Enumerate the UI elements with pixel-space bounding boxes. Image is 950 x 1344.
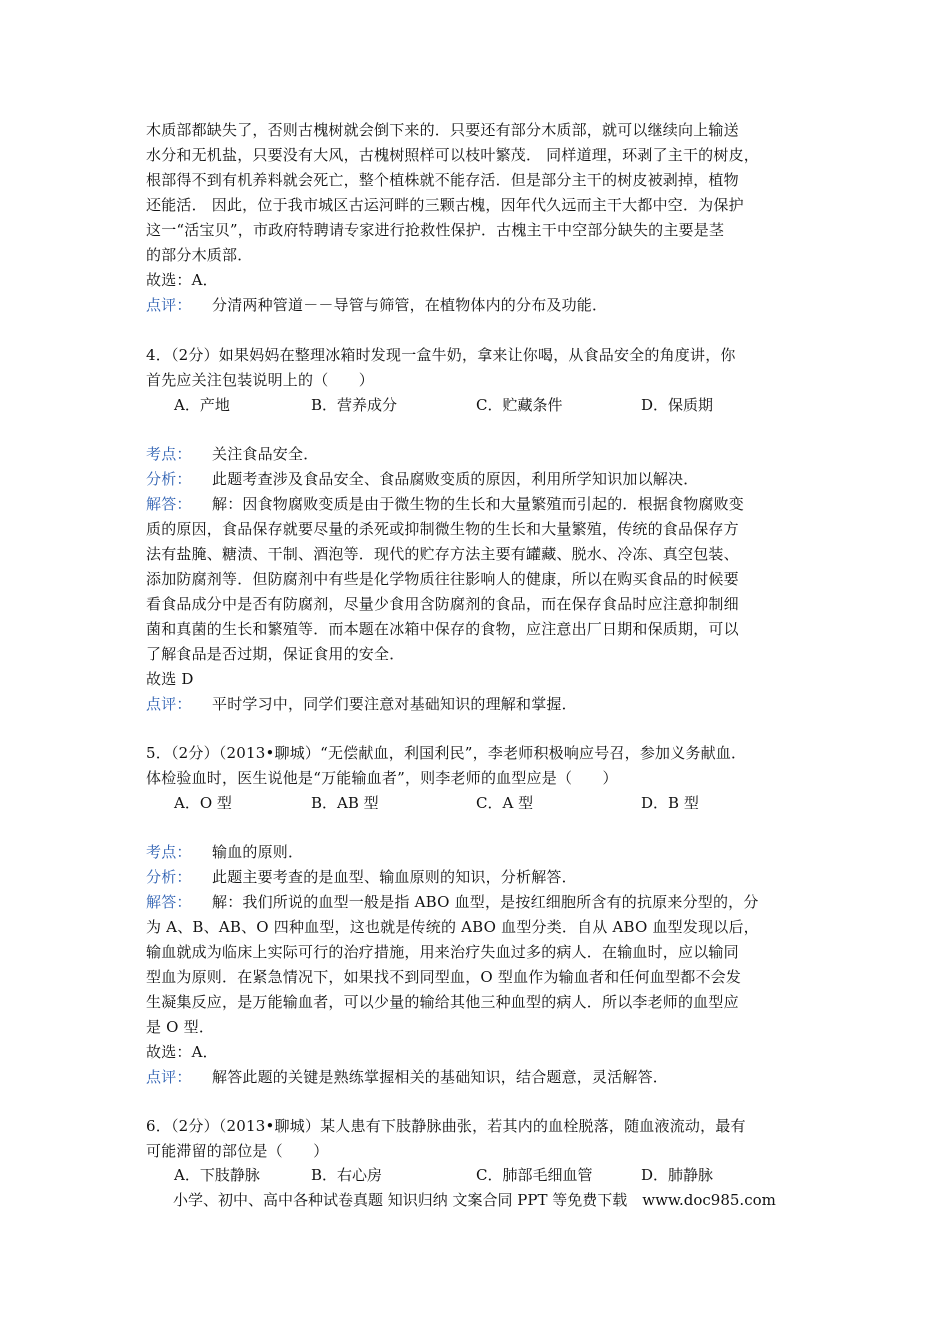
q5-jieda-line: 是 O 型． (146, 1018, 215, 1036)
fenxi-text: 此题考查涉及食品安全、食品腐败变质的原因，利用所学知识加以解决． (212, 470, 699, 488)
intro-line: 还能活． 因此，位于我市城区古运河畔的三颗古槐，因年代久远而主干大都中空．为保护 (146, 196, 744, 214)
intro-comment (146, 293, 607, 317)
comment-text: 平时学习中，同学们要注意对基础知识的理解和掌握． (212, 695, 577, 713)
q5-jieda-line: 为 A、B、AB、O 四种血型，这也就是传统的 ABO 血型分类．自从 ABO 血型发现以后， (146, 918, 759, 936)
intro-line: 木质部都缺失了，否则古槐树就会倒下来的．只要还有部分木质部，就可以继续向上输送 (146, 121, 739, 139)
q5-option-a: A．O 型 (174, 794, 232, 812)
q4-answer: 故选 D (146, 670, 194, 688)
q4-jieda-line: 质的原因，食品保存就要尽量的杀死或抑制微生物的生长和大量繁殖，传统的食品保存方 (146, 520, 739, 538)
comment-text: 解答此题的关键是熟练掌握相关的基础知识，结合题意，灵活解答． (212, 1068, 669, 1086)
q5-kaodian (146, 840, 303, 864)
q4-jieda-line: 了解食品是否过期，保证食用的安全． (146, 645, 405, 663)
q5-option-d: D．B 型 (641, 794, 699, 812)
jieda-label: 解答： (146, 893, 192, 911)
q6-stem-line: 可能滞留的部位是（ ） (146, 1142, 329, 1160)
kaodian-label: 考点： (146, 843, 192, 861)
q6-option-d: D．肺静脉 (641, 1166, 714, 1184)
comment-text: 分清两种管道－－导管与筛管，在植物体内的分布及功能． (212, 296, 608, 314)
q6-option-a: A．下肢静脉 (174, 1166, 260, 1184)
q5-answer: 故选：A． (146, 1043, 218, 1061)
q5-jieda (146, 890, 759, 914)
q6-option-c: C．肺部毛细血管 (476, 1166, 593, 1184)
q4-jieda-line: 添加防腐剂等．但防腐剂中有些是化学物质往往影响人的健康，所以在购买食品的时候要 (146, 570, 739, 588)
q4-comment (146, 692, 577, 716)
page-footer: 小学、初中、高中各种试卷真题 知识归纳 文案合同 PPT 等免费下载 www.doc985.com (173, 1191, 776, 1209)
intro-line: 水分和无机盐，只要没有大风，古槐树照样可以枝叶繁茂． 同样道理，环剥了主干的树皮， (146, 146, 759, 164)
q5-option-b: B．AB 型 (311, 794, 379, 812)
q4-jieda-line: 法有盐腌、糖渍、干制、酒泡等．现代的贮存方法主要有罐藏、脱水、冷冻、真空包装、 (146, 545, 739, 563)
kaodian-text: 输血的原则． (212, 843, 304, 861)
intro-line: 这一“活宝贝”，市政府特聘请专家进行抢救性保护．古槐主干中空部分缺失的主要是茎 (146, 221, 725, 239)
comment-label: 点评： (146, 1068, 192, 1086)
q4-fenxi (146, 467, 698, 491)
q4-jieda (146, 492, 744, 516)
intro-line: 的部分木质部． (146, 246, 253, 264)
q4-option-d: D．保质期 (641, 396, 714, 414)
fenxi-label: 分析： (146, 868, 192, 886)
q6-stem-line: 6．（2分）（2013•聊城）某人患有下肢静脉曲张，若其内的血栓脱落，随血液流动，最有 (146, 1117, 746, 1135)
q4-option-b: B．营养成分 (311, 396, 398, 414)
q4-option-c: C．贮藏条件 (476, 396, 563, 414)
q6-option-b: B．右心房 (311, 1166, 383, 1184)
comment-label: 点评： (146, 296, 192, 314)
jieda-text: 解：我们所说的血型一般是指 ABO 血型，是按红细胞所含有的抗原来分型的，分 (212, 893, 759, 911)
fenxi-text: 此题主要考查的是血型、输血原则的知识，分析解答． (212, 868, 577, 886)
q5-comment (146, 1065, 668, 1089)
q5-jieda-line: 输血就成为临床上实际可行的治疗措施，用来治疗失血过多的病人．在输血时，应以输同 (146, 943, 739, 961)
q5-stem-line: 体检验血时，医生说他是“万能输血者”，则李老师的血型应是（ ） (146, 769, 618, 787)
q4-jieda-line: 看食品成分中是否有防腐剂，尽量少食用含防腐剂的食品，而在保存食品时应注意抑制细 (146, 595, 739, 613)
q5-jieda-line: 生凝集反应，是万能输血者，可以少量的输给其他三种血型的病人．所以李老师的血型应 (146, 993, 739, 1011)
q5-option-c: C．A 型 (476, 794, 534, 812)
q4-stem-line: 首先应关注包装说明上的（ ） (146, 371, 375, 389)
jieda-label: 解答： (146, 495, 192, 513)
q4-option-a: A．产地 (174, 396, 230, 414)
q4-kaodian (146, 442, 318, 466)
fenxi-label: 分析： (146, 470, 192, 488)
q5-fenxi (146, 865, 577, 889)
q4-stem-line: 4．（2分）如果妈妈在整理冰箱时发现一盒牛奶，拿来让你喝，从食品安全的角度讲，你 (146, 346, 736, 364)
q5-stem-line: 5．（2分）（2013•聊城）“无偿献血，利国利民”，李老师积极响应号召，参加义务献血． (146, 744, 747, 762)
kaodian-label: 考点： (146, 445, 192, 463)
q4-jieda-line: 菌和真菌的生长和繁殖等．而本题在冰箱中保存的食物，应注意出厂日期和保质期，可以 (146, 620, 739, 638)
intro-line: 根部得不到有机养料就会死亡，整个植株就不能存活．但是部分主干的树皮被剥掉，植物 (146, 171, 739, 189)
intro-answer: 故选：A． (146, 271, 218, 289)
jieda-text: 解：因食物腐败变质是由于微生物的生长和大量繁殖而引起的．根据食物腐败变 (212, 495, 745, 513)
kaodian-text: 关注食品安全． (212, 445, 319, 463)
comment-label: 点评： (146, 695, 192, 713)
q5-jieda-line: 型血为原则．在紧急情况下，如果找不到同型血，O 型血作为输血者和任何血型都不会发 (146, 968, 742, 986)
